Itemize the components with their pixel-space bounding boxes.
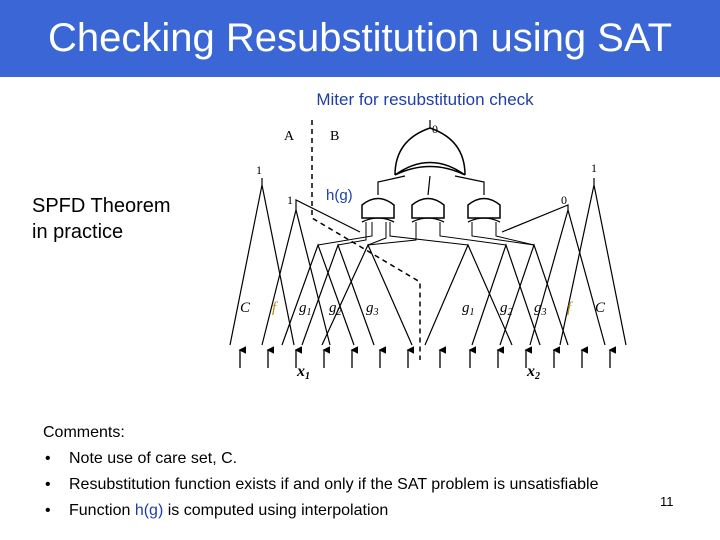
left-note-line-2: in practice [32, 221, 124, 243]
label-C-left: C [240, 300, 251, 316]
comment-item-2: • Resubstitution function exists if and only if the SAT problem is unsatisfiable [43, 472, 598, 498]
label-x1: x1 [297, 363, 310, 382]
comment-item-3: • Function h(g) is computed using interpolation [43, 498, 598, 524]
label-x2: x2 [527, 363, 540, 382]
comments-block [43, 420, 598, 524]
label-right-one: 1 [591, 161, 597, 175]
label-g1-left: $g_1$ [299, 300, 312, 318]
label-C-right: C [595, 300, 606, 316]
right-f-cone [530, 210, 605, 345]
gate-2 [412, 199, 444, 223]
label-g2-left: $g_2$ [329, 300, 342, 318]
label-g2-right: $g_2$ [500, 300, 513, 318]
diagram-subtitle: Miter for resubstitution check [316, 90, 534, 109]
label-g3-left: $g_3$ [366, 300, 379, 318]
label-f-left: f [272, 300, 277, 316]
label-g1-right: $g_1$ [462, 300, 475, 318]
gate-3 [468, 199, 500, 223]
left-care-cone [230, 185, 294, 345]
comment-item-1: • Note use of care set, C. [43, 446, 598, 472]
label-B: B [330, 129, 340, 144]
comments-heading: Comments: [43, 424, 125, 441]
label-top-zero: 0 [432, 122, 438, 136]
gate-1 [362, 199, 394, 223]
input-arrows [240, 350, 610, 368]
label-left-one-2: 1 [287, 193, 293, 207]
label-right-zero: 0 [561, 193, 567, 207]
left-note-line-1: SPFD Theorem [32, 195, 171, 217]
wire-left-f [296, 200, 360, 232]
wire-right-f [502, 205, 568, 232]
top-or-gate [395, 128, 465, 175]
left-f-cone [262, 210, 330, 345]
right-care-cone [560, 185, 626, 345]
label-g3-right: $g_3$ [534, 300, 547, 318]
hg-highlight: h(g) [134, 502, 164, 519]
right-g1-triangle [425, 245, 512, 345]
comments-list [43, 446, 598, 524]
page-number: 11 [660, 494, 674, 509]
label-A: A [284, 129, 295, 144]
slide-title: Checking Resubstitution using SAT [47, 16, 673, 60]
label-f-right: f [567, 300, 572, 316]
label-hg: h(g) [326, 187, 353, 204]
label-left-one: 1 [256, 163, 262, 177]
